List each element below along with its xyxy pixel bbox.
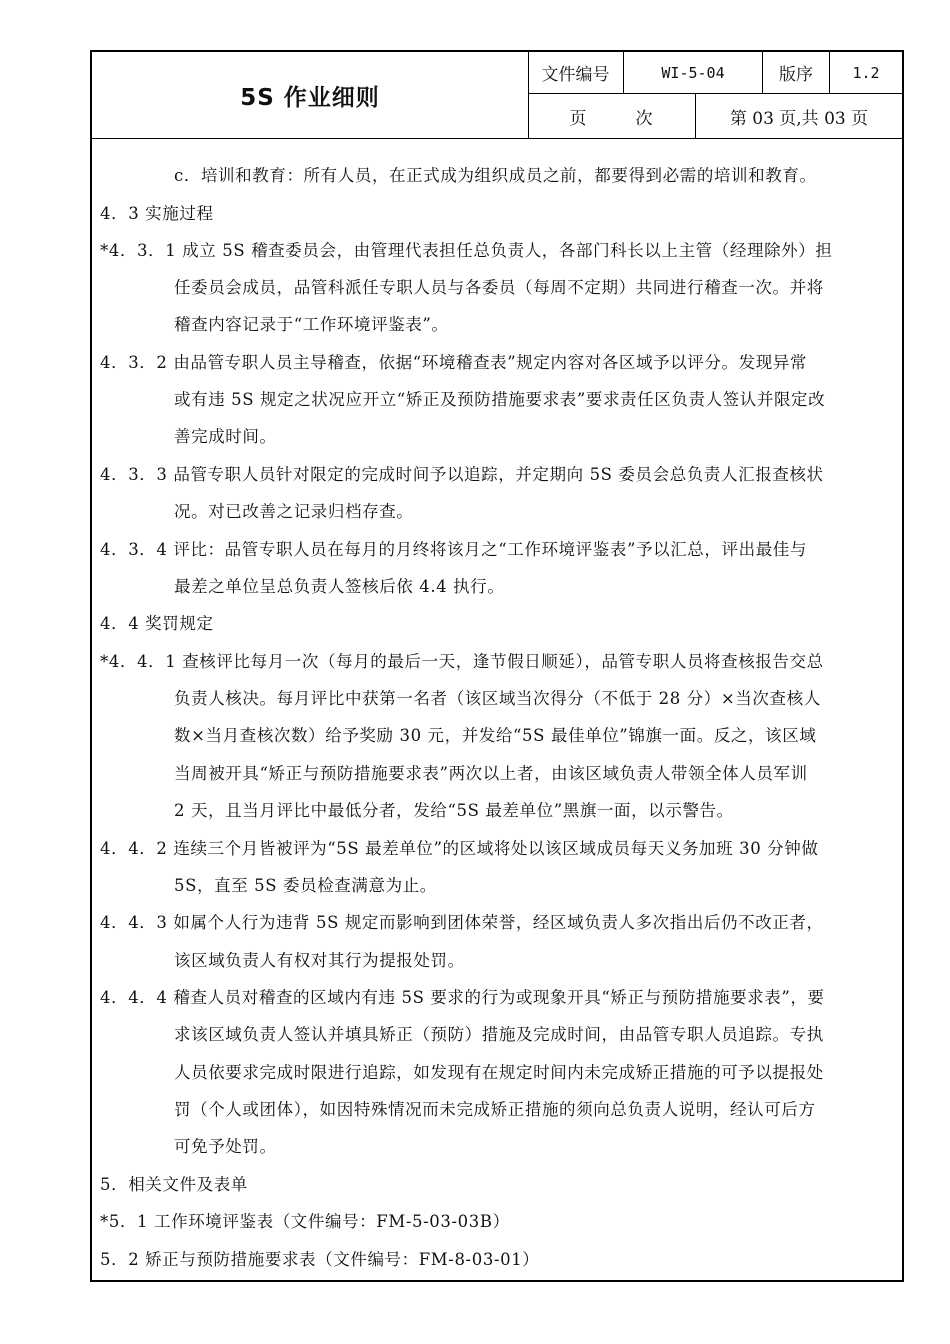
text-line: 况。对已改善之记录归档存查。 bbox=[174, 502, 414, 521]
text-line: 2 天，且当月评比中最低分者，发给“5S 最差单位”黑旗一面，以示警告。 bbox=[174, 801, 734, 820]
text-line: 4．4．3 如属个人行为违背 5S 规定而影响到团体荣誉，经区域负责人多次指出后仍不改正者， bbox=[100, 913, 824, 932]
document-title: 5S 作业细则 bbox=[92, 52, 529, 138]
page-value: 第 03 页,共 03 页 bbox=[729, 108, 869, 129]
text-line: *4．4．1 查核评比每月一次（每月的最后一天，逢节假日顺延），品管专职人员将查核报告交总 bbox=[100, 652, 824, 671]
text-line: 4．4．2 连续三个月皆被评为“5S 最差单位”的区域将处以该区域成员每天义务加班 30 分钟做 bbox=[100, 839, 819, 858]
text-line: 任委员会成员，品管科派任专职人员与各委员（每周不定期）共同进行稽查一次。并将 bbox=[174, 278, 824, 297]
section-heading: 4．4 奖罚规定 bbox=[100, 614, 214, 633]
text-line: 4．3．3 品管专职人员针对限定的完成时间予以追踪，并定期向 5S 委员会总负责人汇报查核状 bbox=[100, 465, 824, 484]
text-line: 稽查内容记录于“工作环境评鉴表”。 bbox=[174, 315, 449, 334]
document-frame bbox=[90, 50, 904, 1282]
text-line: 该区域负责人有权对其行为提报处罚。 bbox=[174, 951, 465, 970]
text-line: 5S，直至 5S 委员检查满意为止。 bbox=[174, 876, 437, 895]
text-line: 求该区域负责人签认并填具矫正（预防）措施及完成时间，由品管专职人员追踪。专执 bbox=[174, 1025, 824, 1044]
text-line: c．培训和教育：所有人员，在正式成为组织成员之前，都要得到必需的培训和教育。 bbox=[174, 166, 817, 185]
section-heading: 4．3 实施过程 bbox=[100, 204, 214, 223]
text-line: 罚（个人或团体），如因特殊情况而未完成矫正措施的须向总负责人说明，经认可后方 bbox=[174, 1100, 816, 1119]
text-line: 数×当月查核次数）给予奖励 30 元，并发给“5S 最佳单位”锦旗一面。反之，该区域 bbox=[174, 726, 817, 745]
page-label-part-b: 次 bbox=[635, 108, 654, 129]
doc-number-value: WI-5-04 bbox=[624, 52, 763, 94]
page-label bbox=[528, 94, 696, 138]
text-line: 当周被开具“矫正与预防措施要求表”两次以上者，由该区域负责人带领全体人员军训 bbox=[174, 764, 808, 783]
text-line: 可免予处罚。 bbox=[174, 1137, 277, 1156]
text-line: 4．4．4 稽查人员对稽查的区域内有违 5S 要求的行为或现象开具“矫正与预防措施要求表”，要 bbox=[100, 988, 825, 1007]
text-line: 最差之单位呈总负责人签核后依 4.4 执行。 bbox=[174, 577, 505, 596]
text-line: 负责人核决。每月评比中获第一名者（该区域当次得分（不低于 28 分）×当次查核人 bbox=[174, 689, 821, 708]
text-line: *5．1 工作环境评鉴表（文件编号：FM-5-03-03B） bbox=[100, 1212, 510, 1231]
section-heading: 5．相关文件及表单 bbox=[100, 1175, 248, 1194]
version-label: 版序 bbox=[763, 52, 830, 94]
text-line: 或有违 5S 规定之状况应开立“矫正及预防措施要求表”要求责任区负责人签认并限定改 bbox=[174, 390, 826, 409]
page-label-part-a: 页 bbox=[569, 108, 588, 129]
document-header bbox=[92, 52, 902, 139]
text-line: 4．3．4 评比：品管专职人员在每月的月终将该月之“工作环境评鉴表”予以汇总，评出最佳与 bbox=[100, 540, 808, 559]
version-value: 1.2 bbox=[830, 52, 902, 94]
text-line: 善完成时间。 bbox=[174, 427, 277, 446]
text-line: 4．3．2 由品管专职人员主导稽查，依据“环境稽查表”规定内容对各区域予以评分。发现异常 bbox=[100, 353, 808, 372]
text-line: 人员依要求完成时限进行追踪，如发现有在规定时间内未完成矫正措施的可予以提报处 bbox=[174, 1063, 824, 1082]
text-line: *4．3．1 成立 5S 稽查委员会，由管理代表担任总负责人，各部门科长以上主管（经理除外）担 bbox=[100, 241, 833, 260]
text-line: 5．2 矫正与预防措施要求表（文件编号：FM-8-03-01） bbox=[100, 1250, 540, 1269]
doc-number-label: 文件编号 bbox=[528, 52, 624, 94]
